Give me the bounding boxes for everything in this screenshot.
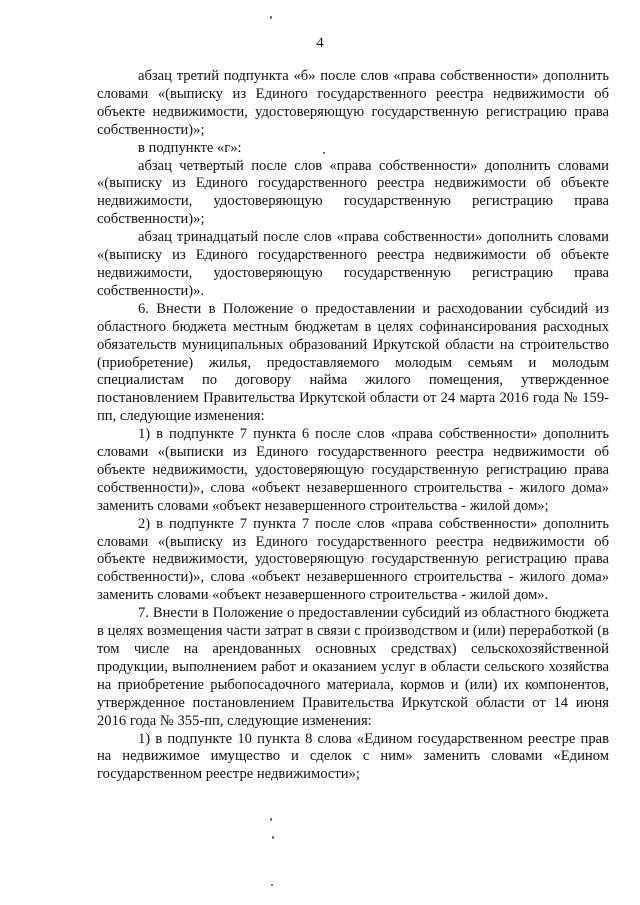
paragraph-item-6-sub-1: 1) в подпункте 7 пункта 6 после слов «права собственности» дополнить словами «(выписки из Единого государственного реестра недвижимости об объекте недвижимости, удостоверяющую государственную регистрацию права собственности)», слова «объект незавершенного строительства - жилого дома» заменить словами «объект незавершенного строительства - жилой дом»; <box>97 426 609 514</box>
paragraph-amend-g-fourth: абзац четвертый после слов «права собственности» дополнить словами «(выписку из Единого государственного реестра недвижимости об объекте недвижимости, удостоверяющую государственную регистрацию права собственности)»; <box>97 157 609 228</box>
scan-speck <box>323 152 325 154</box>
paragraph-item-7-sub-1: 1) в подпункте 10 пункта 8 слова «Едином государственном реестре прав на недвижимое имущество и сделок с ним» заменить словами «Едином государственном реестре недвижимости»; <box>97 730 609 783</box>
page-number: 4 <box>316 35 324 51</box>
paragraph-amend-b-third: абзац третий подпункта «б» после слов «права собственности» дополнить словами «(выписку из Единого государственного реестра недвижимости об объекте недвижимости, удостоверяющую государственную регистрацию права собственности)»; <box>97 68 609 138</box>
paragraph-amend-g-thirteenth: абзац тринадцатый после слов «права собственности» дополнить словами «(выписку из Единого государственного реестра недвижимости об объекте недвижимости, удостоверяющую государственную регистрацию права собственности)». <box>97 229 609 299</box>
document-body <box>97 68 609 784</box>
scan-speck <box>271 884 273 886</box>
paragraph-item-6-sub-2: 2) в подпункте 7 пункта 7 после слов «права собственности» дополнить словами «(выписку из Единого государственного реестра недвижимости об объекте недвижимости, удостоверяющую государственную регистрацию права собственности)», слова «объект незавершенного строительства - жилого дома» заменить словами «объект незавершенного строительства - жилой дом». <box>97 515 609 604</box>
scan-speck <box>270 818 272 821</box>
paragraph-item-7: 7. Внести в Положение о предоставлении субсидий из областного бюджета в целях возмещения части затрат в связи с производством и (или) переработкой (в том числе на арендованных основных средствах) сельскохозяйственной продукции, выполнением работ и оказанием услуг в области сельского хозяйства на приобретение рыбопосадочного материала, кормов и (или) их компонентов, утвержденное постановлением Правительства Иркутской области от 14 июня 2016 года № 355-пп, следующие изменения: <box>97 605 609 729</box>
scan-speck <box>272 836 274 839</box>
paragraph-item-6: 6. Внести в Положение о предоставлении и расходовании субсидий из областного бюджета местным бюджетам в целях софинансирования расходных обязательств муниципальных образований Иркутской области на строительство (приобретение) жилья, предоставляемого молодым семьям и молодым специалистам по договору найма жилого помещения, утвержденное постановлением Правительства Иркутской области от 24 марта 2016 года № 159-пп, следующие изменения: <box>97 300 609 425</box>
paragraph-subitem-g-heading: в подпункте «г»: <box>138 139 242 156</box>
scan-speck <box>270 16 272 19</box>
